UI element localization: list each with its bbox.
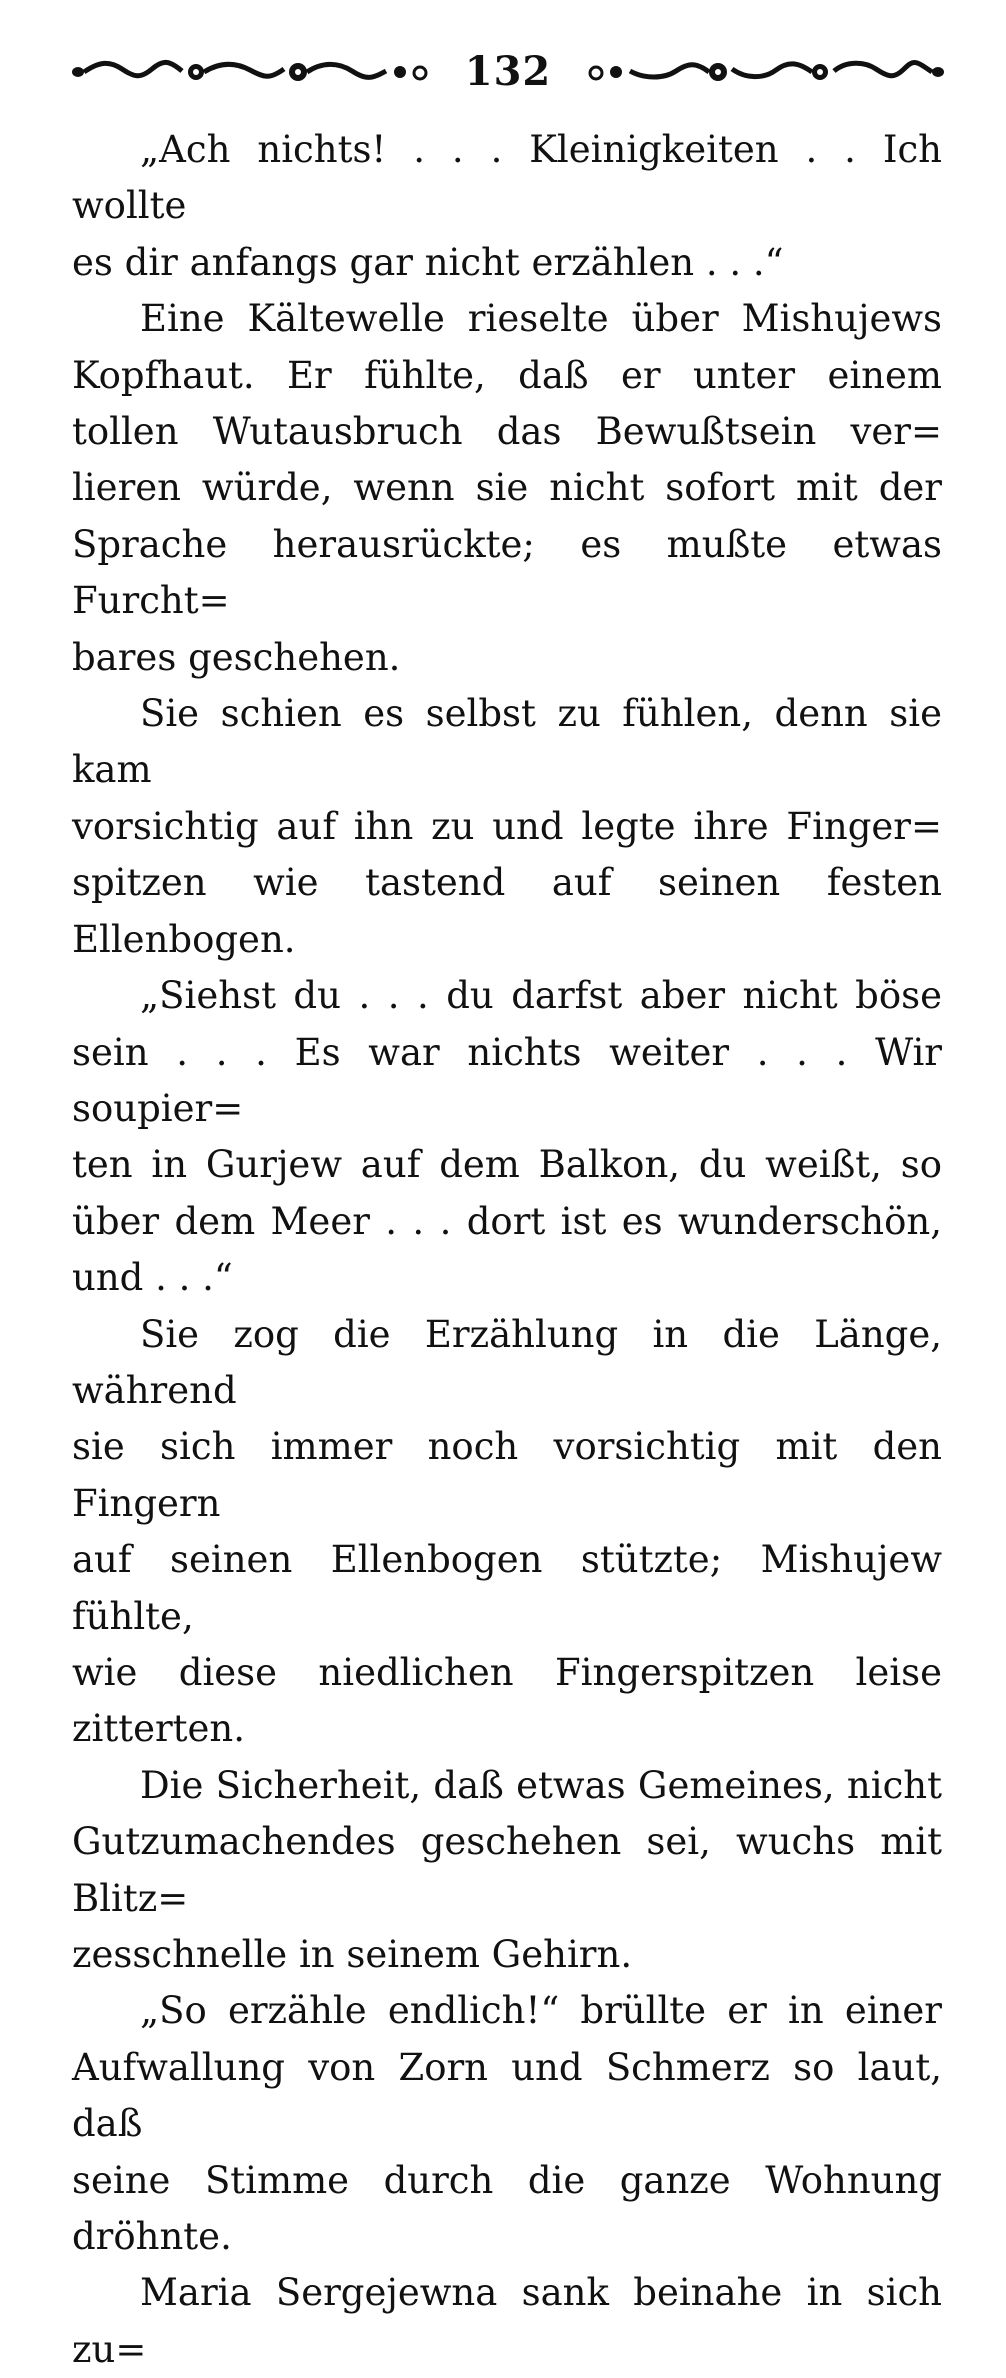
text-line: Gutzumachendes geschehen sei, wuchs mit Blitz=	[72, 1820, 942, 1920]
text-line: Die Sicherheit, daß etwas Gemeines, nicht	[140, 1763, 942, 1807]
text-line: seine Stimme durch die ganze Wohnung dröhnte.	[72, 2158, 942, 2259]
text-line: Maria Sergejewna sank beinahe in sich zu=	[72, 2271, 942, 2371]
text-line: „Siehst du . . . du darfst aber nicht böse	[140, 974, 942, 1018]
page-header	[70, 42, 946, 102]
text-line: vorsichtig auf ihn zu und legte ihre Finger=	[72, 804, 942, 848]
text-line: Sie schien es selbst zu fühlen, denn sie kam	[72, 692, 942, 792]
paragraph	[72, 2265, 942, 2378]
text-line: es dir anfangs gar nicht erzählen . . .“	[72, 240, 784, 284]
text-line: zesschnelle in seinem Gehirn.	[72, 1933, 633, 1976]
text-line: und . . .“	[72, 1256, 233, 1300]
text-line: Kopfhaut. Er fühlte, daß er unter einem	[72, 353, 942, 397]
paragraph	[72, 968, 942, 1306]
paragraph	[72, 686, 942, 968]
text-line: sein . . . Es war nichts weiter . . . Wir soupier=	[72, 1030, 942, 1130]
text-line: tollen Wutausbruch das Bewußtsein ver=	[72, 410, 942, 454]
paragraph	[72, 122, 942, 291]
right-ornament-icon	[586, 57, 946, 87]
text-line: lieren würde, wenn sie nicht sofort mit der	[72, 466, 942, 510]
text-line: wie diese niedlichen Fingerspitzen leise zitterten.	[72, 1650, 942, 1751]
text-line: Sie zog die Erzählung in die Länge, während	[72, 1312, 942, 1412]
paragraph	[72, 1983, 942, 2265]
text-line: über dem Meer . . . dort ist es wunderschön,	[72, 1199, 942, 1243]
text-line: „So erzähle endlich!“ brüllte er in einer	[140, 1989, 942, 2033]
paragraph	[72, 1307, 942, 1758]
text-line: spitzen wie tastend auf seinen festen Ellenbogen.	[72, 861, 942, 961]
text-line: Eine Kältewelle rieselte über Mishujews	[140, 297, 942, 341]
text-line: Sprache herausrückte; es mußte etwas Furcht=	[72, 522, 942, 623]
text-line: Aufwallung von Zorn und Schmerz so laut, daß	[72, 2045, 942, 2146]
text-line: auf seinen Ellenbogen stützte; Mishujew fühlte,	[72, 1538, 942, 1638]
paragraph	[72, 291, 942, 686]
page-number: 132	[464, 48, 552, 95]
left-ornament-icon	[70, 57, 430, 87]
text-line: ten in Gurjew auf dem Balkon, du weißt, so	[72, 1143, 942, 1187]
text-line: bares geschehen.	[72, 635, 401, 679]
text-line: sie sich immer noch vorsichtig mit den Fingern	[72, 1425, 942, 1525]
paragraph	[72, 1758, 942, 1984]
text-line: „Ach nichts! . . . Kleinigkeiten . . Ich wollte	[72, 128, 942, 228]
body-text	[72, 122, 942, 2378]
